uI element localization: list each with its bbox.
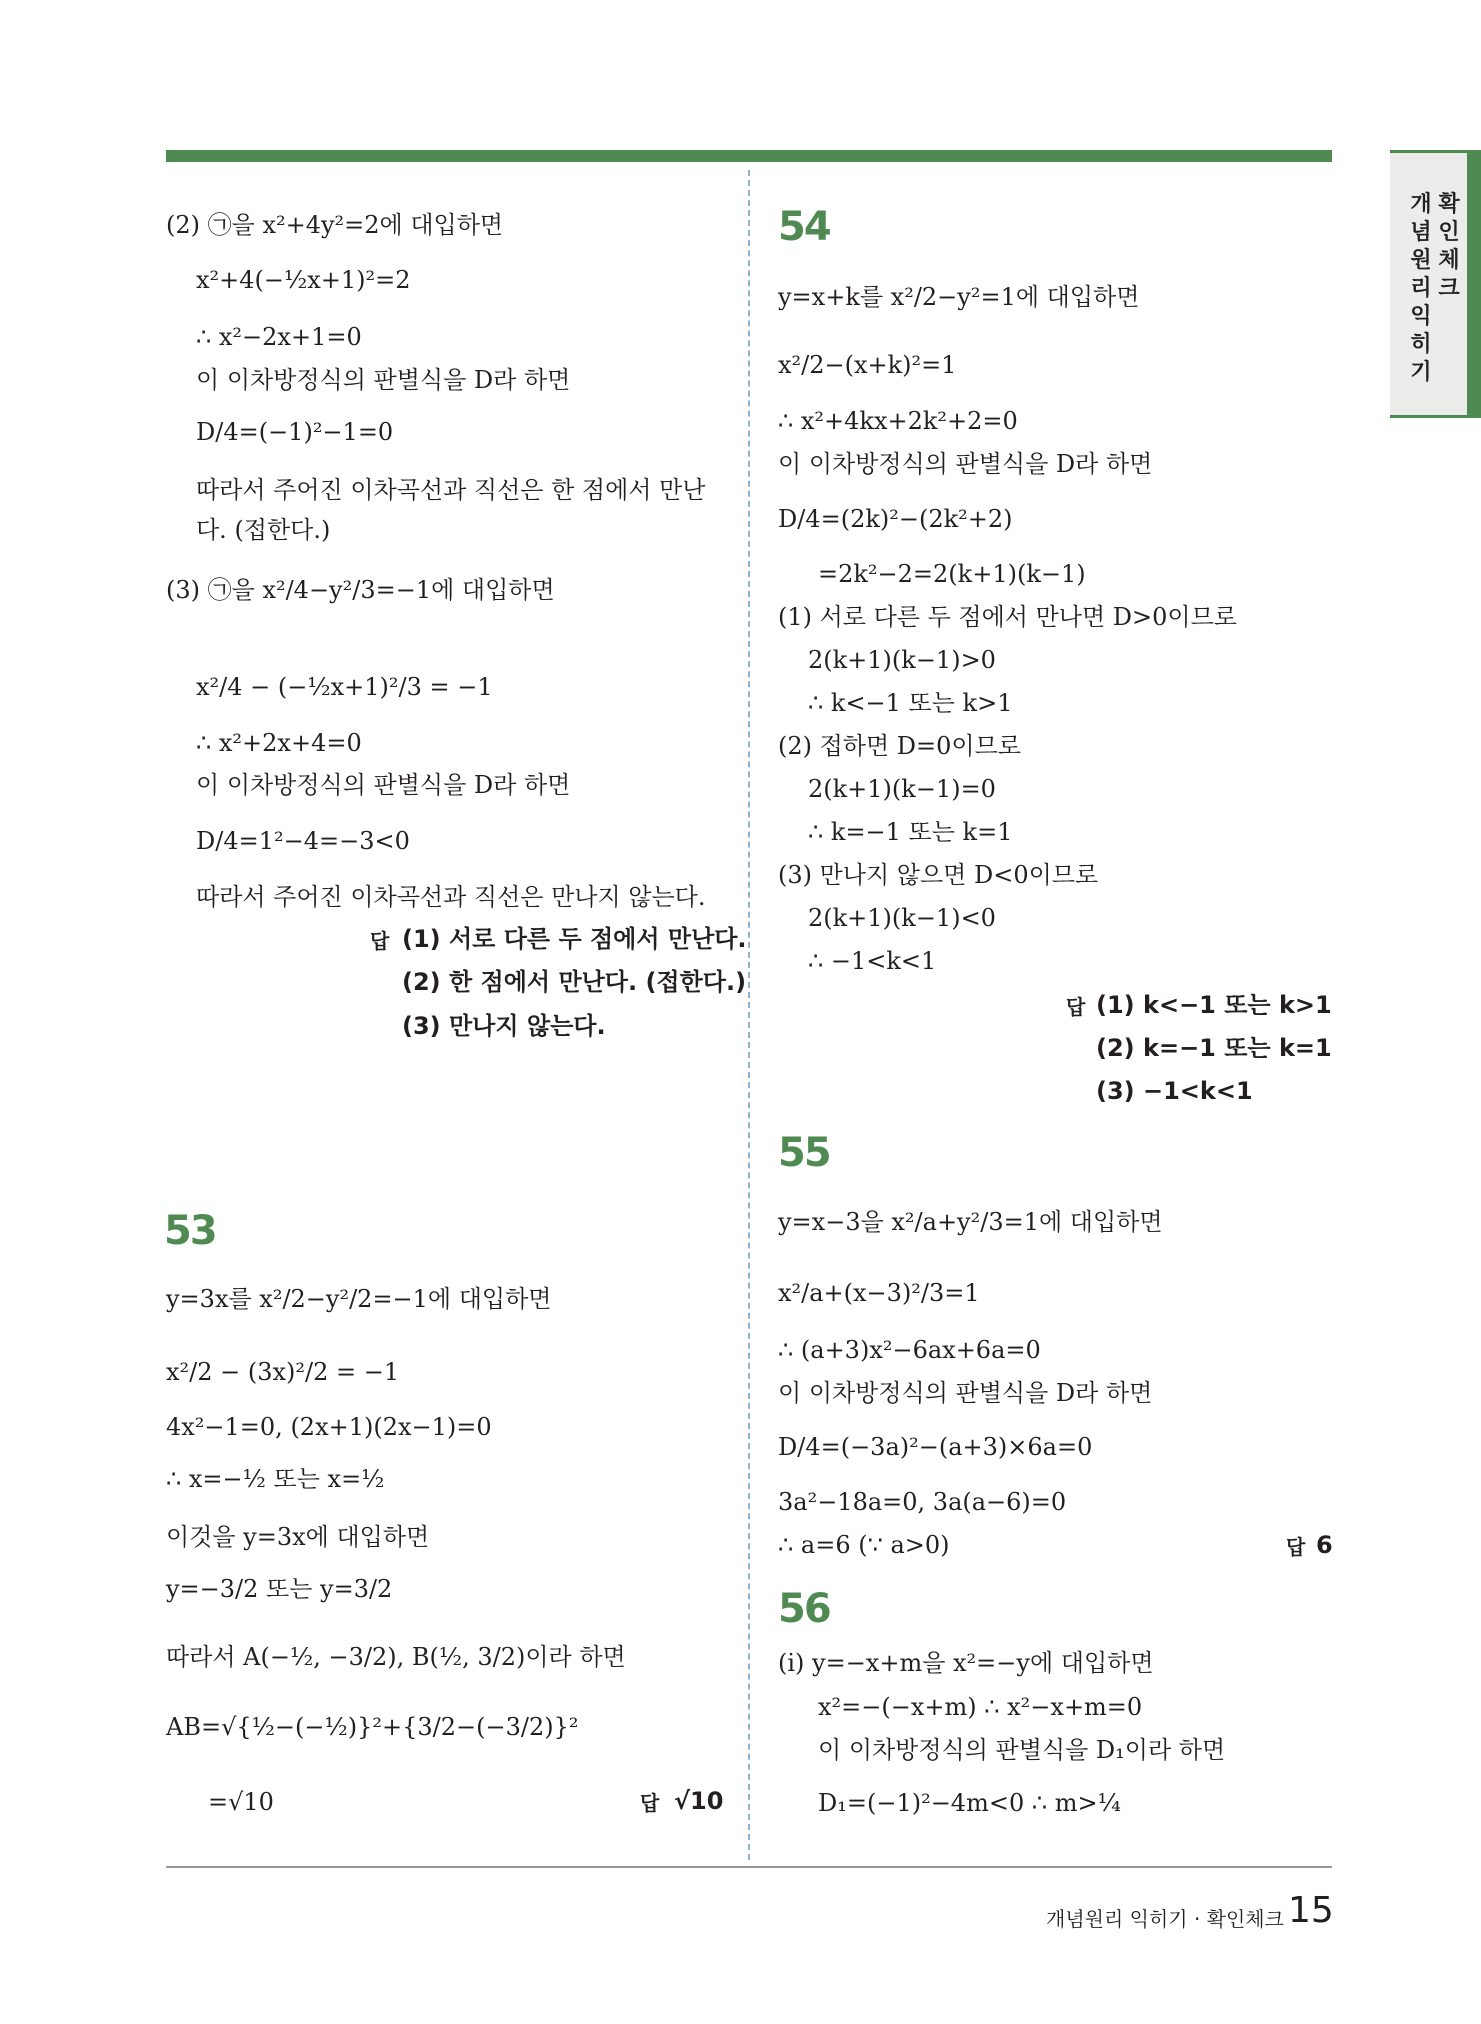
text-line: 이 이차방정식의 판별식을 D라 하면	[778, 1379, 1153, 1407]
text-line: ∴ x²+2x+4=0	[196, 729, 362, 757]
text-line: D₁=(−1)²−4m<0 ∴ m>¼	[818, 1789, 1121, 1817]
answer-line: (2) k=−1 또는 k=1	[1096, 1034, 1332, 1062]
text-line: ∴ k<−1 또는 k>1	[808, 689, 1013, 717]
answer-line: (2) 한 점에서 만난다. (접한다.)	[402, 968, 747, 996]
text-line: 2(k+1)(k−1)=0	[808, 775, 996, 803]
answer-label: 답	[1066, 995, 1086, 1019]
text-line: x²/2−(x+k)²=1	[778, 351, 957, 379]
text-line: 이 이차방정식의 판별식을 D₁이라 하면	[818, 1736, 1226, 1764]
page-number: 15	[1288, 1890, 1334, 1931]
text-line: (i) y=−x+m을 x²=−y에 대입하면	[778, 1649, 1154, 1677]
answer-label: 답	[1286, 1535, 1306, 1559]
text-line: ∴ x²+4kx+2k²+2=0	[778, 407, 1018, 435]
text-line: (2) ㉠을 x²+4y²=2에 대입하면	[166, 211, 504, 239]
text-line: y=x−3을 x²/a+y²/3=1에 대입하면	[778, 1208, 1163, 1236]
answer-label: 답	[640, 1791, 660, 1815]
text-line: ∴ (a+3)x²−6ax+6a=0	[778, 1336, 1041, 1364]
text-line: x²/2 − (3x)²/2 = −1	[166, 1358, 400, 1386]
answer-line: (1) k<−1 또는 k>1	[1096, 991, 1332, 1019]
problem-number: 55	[778, 1130, 830, 1176]
header-bar	[166, 150, 1332, 162]
side-tab-strip	[1467, 153, 1481, 415]
text-line: y=−3/2 또는 y=3/2	[166, 1575, 393, 1603]
text-line: 이 이차방정식의 판별식을 D라 하면	[196, 366, 571, 394]
footer-rule	[166, 1866, 1332, 1868]
text-line: y=x+k를 x²/2−y²=1에 대입하면	[778, 283, 1140, 311]
text-line: D/4=(2k)²−(2k²+2)	[778, 505, 1013, 533]
text-line: 2(k+1)(k−1)<0	[808, 904, 996, 932]
side-tab-label-2: 확인체크	[1438, 192, 1460, 301]
text-line: 다. (접한다.)	[196, 516, 331, 544]
answer-line: (1) 서로 다른 두 점에서 만난다.	[402, 925, 747, 953]
text-line: ∴ k=−1 또는 k=1	[808, 818, 1013, 846]
text-line: x²/4 − (−½x+1)²/3 = −1	[196, 673, 493, 701]
text-line: x²/a+(x−3)²/3=1	[778, 1279, 980, 1307]
text-line: 따라서 주어진 이차곡선과 직선은 만나지 않는다.	[196, 883, 706, 911]
answer-line: (3) 만나지 않는다.	[402, 1012, 606, 1040]
text-line: 2(k+1)(k−1)>0	[808, 646, 996, 674]
text-line: (3) 만나지 않으면 D<0이므로	[778, 861, 1099, 889]
text-line: 4x²−1=0, (2x+1)(2x−1)=0	[166, 1413, 492, 1441]
text-line: (2) 접하면 D=0이므로	[778, 732, 1021, 760]
text-line: D/4=(−3a)²−(a+3)×6a=0	[778, 1433, 1093, 1461]
side-tab-label-1: 개념원리익히기	[1410, 192, 1432, 385]
text-line: ∴ x=−½ 또는 x=½	[166, 1465, 385, 1493]
text-line: x²+4(−½x+1)²=2	[196, 266, 411, 294]
answer-value: 6	[1316, 1531, 1333, 1559]
answer-label: 답	[370, 929, 390, 953]
text-line: y=3x를 x²/2−y²/2=−1에 대입하면	[166, 1285, 552, 1313]
text-line: 따라서 주어진 이차곡선과 직선은 한 점에서 만난	[196, 476, 706, 504]
problem-number: 53	[164, 1208, 216, 1254]
text-line: 이 이차방정식의 판별식을 D라 하면	[196, 771, 571, 799]
text-line: ∴ x²−2x+1=0	[196, 323, 362, 351]
text-line: (3) ㉠을 x²/4−y²/3=−1에 대입하면	[166, 576, 555, 604]
text-line: =2k²−2=2(k+1)(k−1)	[818, 560, 1086, 588]
footer-section-title: 개념원리 익히기 · 확인체크	[1046, 1907, 1284, 1931]
text-line: D/4=(−1)²−1=0	[196, 418, 394, 446]
text-line: (1) 서로 다른 두 점에서 만나면 D>0이므로	[778, 603, 1237, 631]
text-line: AB=√{½−(−½)}²+{3/2−(−3/2)}²	[166, 1713, 579, 1741]
side-tab	[1390, 150, 1481, 418]
problem-number: 56	[778, 1586, 830, 1632]
text-line: ∴ −1<k<1	[808, 947, 937, 975]
text-line: 3a²−18a=0, 3a(a−6)=0	[778, 1488, 1067, 1516]
text-line: x²=−(−x+m) ∴ x²−x+m=0	[818, 1693, 1143, 1721]
answer-value: √10	[674, 1787, 724, 1815]
text-line: 이 이차방정식의 판별식을 D라 하면	[778, 450, 1153, 478]
text-line: D/4=1²−4=−3<0	[196, 827, 410, 855]
text-line: =√10	[208, 1788, 274, 1816]
text-line: ∴ a=6 (∵ a>0)	[778, 1531, 950, 1559]
problem-number: 54	[778, 204, 830, 250]
text-line: 이것을 y=3x에 대입하면	[166, 1523, 430, 1551]
column-divider	[748, 170, 750, 1860]
text-line: 따라서 A(−½, −3/2), B(½, 3/2)이라 하면	[166, 1643, 626, 1671]
answer-line: (3) −1<k<1	[1096, 1077, 1253, 1105]
